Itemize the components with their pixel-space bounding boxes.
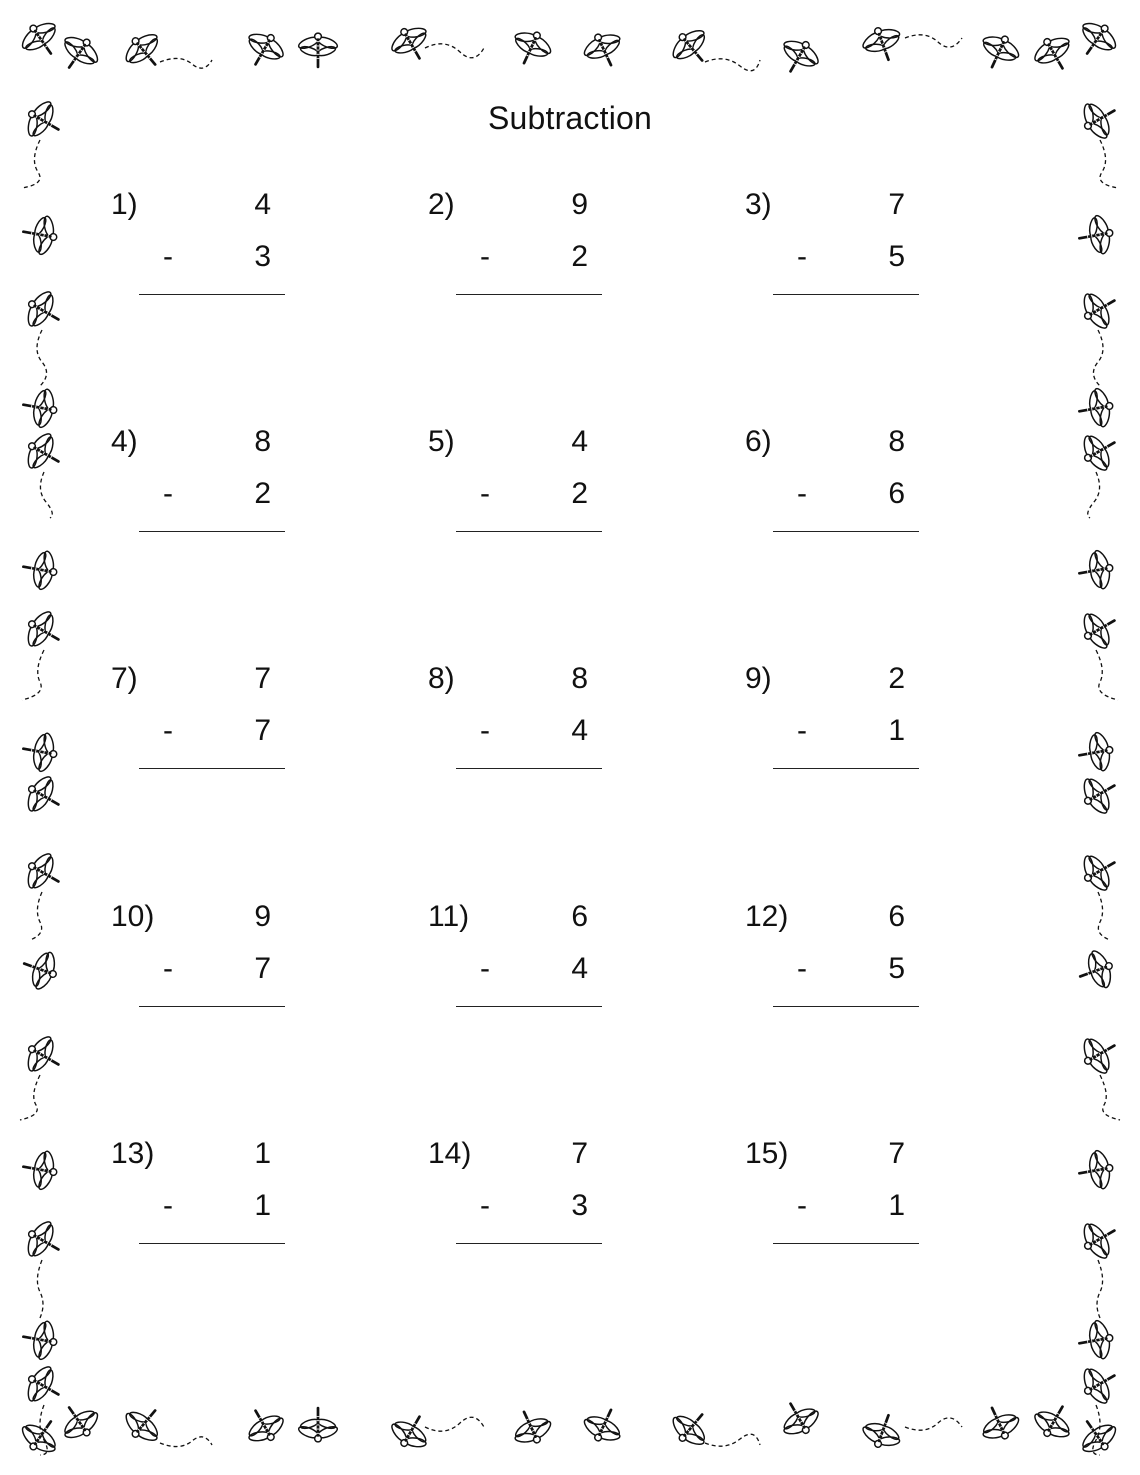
- answer-line[interactable]: [456, 294, 602, 295]
- dragonfly-icon: [385, 1406, 438, 1456]
- subtrahend: 4: [571, 714, 588, 747]
- subtraction-problem: [428, 1137, 618, 1262]
- dashed-flight-trail: [30, 892, 42, 940]
- dragonfly-icon: [238, 1400, 291, 1450]
- dragonfly-icon: [19, 770, 69, 823]
- subtrahend: 2: [571, 477, 588, 510]
- dragonfly-icon: [505, 24, 557, 72]
- dragonfly-icon: [20, 546, 61, 593]
- minuend: 8: [254, 425, 271, 458]
- problem-number: 12): [745, 900, 789, 933]
- minus-sign: -: [797, 952, 807, 985]
- subtrahend: 1: [888, 714, 905, 747]
- dragonfly-icon: [20, 728, 61, 775]
- dragonfly-icon: [1076, 212, 1117, 259]
- minuend: 7: [888, 188, 905, 221]
- dragonfly-icon: [973, 28, 1025, 76]
- minuend: 7: [571, 1137, 588, 1170]
- answer-line[interactable]: [139, 1243, 285, 1244]
- minuend: 6: [571, 900, 588, 933]
- dragonfly-icon: [1075, 1213, 1125, 1266]
- minus-sign: -: [797, 714, 807, 747]
- subtraction-problem: [111, 662, 301, 787]
- dragonfly-icon: [1075, 845, 1125, 898]
- dragonfly-icon: [857, 1408, 908, 1454]
- minus-sign: -: [163, 952, 173, 985]
- dashed-flight-trail: [20, 1075, 40, 1120]
- problem-number: 10): [111, 900, 155, 933]
- problem-number: 11): [428, 900, 470, 933]
- minus-sign: -: [480, 240, 490, 273]
- minus-sign: -: [163, 714, 173, 747]
- dragonfly-icon: [20, 211, 61, 258]
- subtrahend: 2: [571, 240, 588, 273]
- subtraction-problem: [428, 662, 618, 787]
- subtraction-problem: [428, 188, 618, 313]
- dashed-flight-trail: [1100, 140, 1118, 188]
- dragonfly-icon: [1075, 1358, 1125, 1411]
- minuend: 8: [571, 662, 588, 695]
- answer-line[interactable]: [773, 531, 919, 532]
- subtrahend: 2: [254, 477, 271, 510]
- minus-sign: -: [480, 714, 490, 747]
- dashed-flight-trail: [1100, 1075, 1120, 1120]
- minus-sign: -: [797, 240, 807, 273]
- answer-line[interactable]: [139, 1006, 285, 1007]
- dashed-flight-trail: [425, 1417, 485, 1431]
- dragonfly-icon: [578, 1401, 630, 1449]
- dashed-flight-trail: [705, 59, 760, 71]
- minus-sign: -: [480, 952, 490, 985]
- dragonfly-icon: [14, 1410, 67, 1462]
- dragonfly-icon: [385, 19, 438, 69]
- dragonfly-icon: [19, 605, 69, 658]
- answer-line[interactable]: [456, 531, 602, 532]
- dragonfly-icon: [665, 21, 719, 74]
- dashed-flight-trail: [905, 1418, 962, 1430]
- problem-number: 5): [428, 425, 455, 458]
- subtraction-problem: [745, 1137, 935, 1262]
- problem-number: 9): [745, 662, 772, 695]
- subtrahend: 6: [888, 477, 905, 510]
- subtrahend: 7: [254, 952, 271, 985]
- dashed-flight-trail: [160, 1437, 212, 1447]
- dragonfly-icon: [14, 14, 67, 66]
- minuend: 8: [888, 425, 905, 458]
- dashed-flight-trail: [1096, 650, 1118, 700]
- problem-number: 15): [745, 1137, 789, 1170]
- dragonfly-icon: [1075, 768, 1125, 821]
- minus-sign: -: [480, 1189, 490, 1222]
- minus-sign: -: [163, 1189, 173, 1222]
- answer-line[interactable]: [456, 1006, 602, 1007]
- minuend: 9: [254, 900, 271, 933]
- dragonfly-icon: [1075, 603, 1125, 656]
- dragonfly-icon: [19, 1030, 69, 1083]
- dragonfly-icon: [1028, 29, 1081, 79]
- problem-number: 4): [111, 425, 138, 458]
- dragonfly-icon: [52, 28, 105, 80]
- dragonfly-icon: [857, 21, 908, 67]
- subtraction-problem: [745, 425, 935, 550]
- dragonfly-icon: [118, 1397, 172, 1450]
- problem-number: 6): [745, 425, 772, 458]
- subtraction-problem: [428, 425, 618, 550]
- dashed-flight-trail: [1093, 330, 1103, 386]
- answer-line[interactable]: [139, 531, 285, 532]
- dragonfly-icon: [1073, 945, 1119, 996]
- answer-line[interactable]: [773, 1006, 919, 1007]
- problem-number: 3): [745, 188, 772, 221]
- dragonfly-icon: [505, 1403, 557, 1451]
- dashed-flight-trail: [40, 472, 52, 518]
- dragonfly-icon: [19, 1215, 69, 1268]
- dragonfly-icon: [19, 847, 69, 900]
- dragonfly-icon: [20, 1146, 61, 1193]
- dragonfly-icon: [17, 944, 63, 995]
- subtraction-problem: [745, 188, 935, 313]
- subtraction-problem: [111, 188, 301, 313]
- subtrahend: 1: [254, 1189, 271, 1222]
- dashed-flight-trail: [22, 650, 44, 700]
- minuend: 2: [888, 662, 905, 695]
- dashed-flight-trail: [705, 1434, 760, 1446]
- dashed-flight-trail: [37, 1260, 43, 1318]
- dashed-flight-trail: [37, 330, 47, 386]
- minuend: 1: [254, 1137, 271, 1170]
- answer-line[interactable]: [773, 768, 919, 769]
- minuend: 6: [888, 900, 905, 933]
- dragonfly-icon: [665, 1401, 719, 1454]
- subtrahend: 5: [888, 240, 905, 273]
- dashed-flight-trail: [1097, 1260, 1103, 1318]
- dragonfly-icon: [1076, 1317, 1117, 1364]
- problem-number: 2): [428, 188, 455, 221]
- subtrahend: 3: [571, 1189, 588, 1222]
- subtraction-problem: [428, 900, 618, 1025]
- dragonfly-icon: [773, 1393, 826, 1443]
- dragonfly-icon: [1070, 1410, 1123, 1462]
- dragonfly-icon: [118, 25, 172, 78]
- problem-number: 1): [111, 188, 138, 221]
- dragonfly-icon: [19, 1360, 69, 1413]
- minuend: 4: [254, 188, 271, 221]
- minus-sign: -: [480, 477, 490, 510]
- answer-line[interactable]: [139, 768, 285, 769]
- minus-sign: -: [797, 477, 807, 510]
- dragonfly-icon: [1070, 14, 1123, 66]
- problem-number: 7): [111, 662, 138, 695]
- dashed-flight-trail: [1088, 472, 1100, 518]
- subtraction-problem: [111, 425, 301, 550]
- dragonfly-icon: [52, 1396, 105, 1448]
- answer-line[interactable]: [773, 1243, 919, 1244]
- answer-line[interactable]: [456, 768, 602, 769]
- subtraction-problem: [745, 900, 935, 1025]
- dashed-flight-trail: [425, 44, 485, 58]
- dragonfly-icon: [1076, 729, 1117, 776]
- minuend: 7: [254, 662, 271, 695]
- dragonfly-icon: [19, 285, 69, 338]
- subtrahend: 5: [888, 952, 905, 985]
- dashed-flight-trail: [1098, 892, 1110, 940]
- problem-number: 14): [428, 1137, 472, 1170]
- dragonfly-icon: [1075, 283, 1125, 336]
- dragonfly-icon: [1076, 547, 1117, 594]
- dragonfly-icon: [297, 1408, 339, 1442]
- subtrahend: 3: [254, 240, 271, 273]
- dragonfly-icon: [20, 384, 61, 431]
- problem-number: 8): [428, 662, 455, 695]
- dragonfly-icon: [297, 33, 339, 67]
- minus-sign: -: [797, 1189, 807, 1222]
- dashed-flight-trail: [905, 35, 962, 47]
- answer-line[interactable]: [456, 1243, 602, 1244]
- answer-line[interactable]: [139, 294, 285, 295]
- dragonfly-icon: [1076, 385, 1117, 432]
- subtraction-problem: [111, 1137, 301, 1262]
- dragonfly-icon: [1076, 1147, 1117, 1194]
- dragonfly-icon: [1075, 425, 1125, 478]
- dragonfly-icon: [238, 25, 291, 75]
- minuend: 7: [888, 1137, 905, 1170]
- dashed-flight-trail: [22, 140, 40, 188]
- subtraction-problem: [111, 900, 301, 1025]
- dragonfly-icon: [773, 32, 826, 82]
- minus-sign: -: [163, 240, 173, 273]
- dragonfly-icon: [1028, 1396, 1081, 1446]
- minus-sign: -: [163, 477, 173, 510]
- dragonfly-icon: [19, 427, 69, 480]
- dashed-flight-trail: [160, 58, 212, 68]
- minuend: 4: [571, 425, 588, 458]
- dragonfly-icon: [578, 26, 630, 74]
- dragonfly-icon: [20, 1316, 61, 1363]
- problem-number: 13): [111, 1137, 155, 1170]
- dragonfly-icon: [973, 1399, 1025, 1447]
- dragonfly-icon: [1075, 1028, 1125, 1081]
- answer-line[interactable]: [773, 294, 919, 295]
- worksheet-title: Subtraction: [487, 100, 653, 136]
- subtrahend: 7: [254, 714, 271, 747]
- subtraction-problem: [745, 662, 935, 787]
- subtrahend: 1: [888, 1189, 905, 1222]
- subtrahend: 4: [571, 952, 588, 985]
- minuend: 9: [571, 188, 588, 221]
